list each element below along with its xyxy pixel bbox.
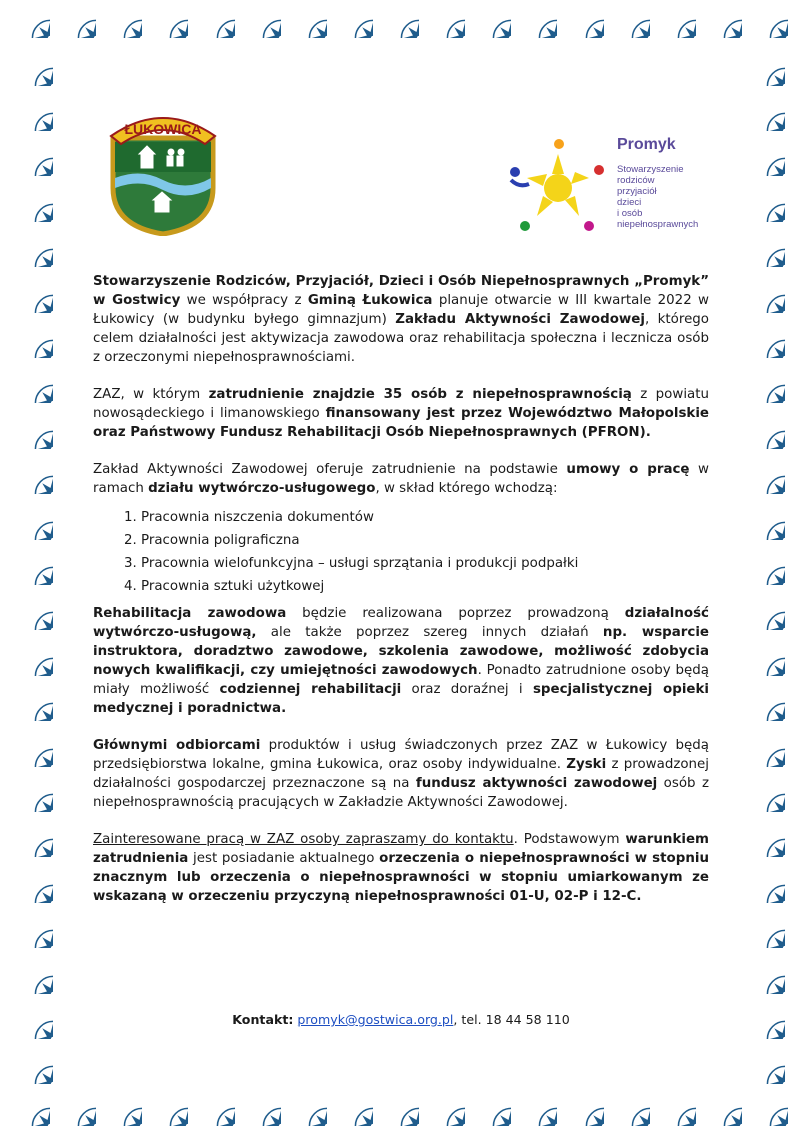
border-ornament-icon (104, 0, 142, 38)
border-ornament-icon (15, 93, 53, 131)
border-ornament-icon (104, 1088, 142, 1126)
border-ornament-icon (747, 729, 785, 767)
border-right (744, 44, 788, 1088)
lukowica-crest-logo (101, 108, 225, 236)
border-ornament-icon (15, 365, 53, 403)
border-ornament-icon (566, 0, 604, 38)
border-ornament-icon (612, 0, 650, 38)
border-ornament-icon (15, 592, 53, 630)
border-ornament-icon (427, 1088, 465, 1126)
email-link[interactable]: promyk@gostwica.org.pl (297, 1012, 454, 1027)
border-ornament-icon (747, 774, 785, 812)
border-ornament-icon (747, 93, 785, 131)
list-item: 3. Pracownia wielofunkcyjna – usługi sprzątania i produkcji podpałki (141, 554, 709, 573)
border-ornament-icon (747, 184, 785, 222)
border-ornament-icon (747, 819, 785, 857)
border-ornament-icon (519, 1088, 557, 1126)
paragraph-offer: Zakład Aktywności Zawodowej oferuje zatrudnienie na podstawie umowy o pracę w ramach działu wytwórczo-usługowego, w skład którego wchodzą: (93, 462, 709, 496)
border-ornament-icon (747, 1046, 785, 1084)
border-ornament-icon (15, 774, 53, 812)
border-ornament-icon (612, 1088, 650, 1126)
border-ornament-icon (335, 0, 373, 38)
phone-text: , tel. 18 44 58 110 (453, 1012, 570, 1027)
border-ornament-icon (473, 0, 511, 38)
border-ornament-icon (15, 547, 53, 585)
border-ornament-icon (289, 0, 327, 38)
contact-line (93, 1012, 709, 1027)
border-ornament-icon (427, 0, 465, 38)
border-ornament-icon (243, 1088, 281, 1126)
border-ornament-icon (747, 229, 785, 267)
border-ornament-icon (15, 819, 53, 857)
paragraph-funding: ZAZ, w którym zatrudnienie znajdzie 35 osób z niepełnosprawnością z powiatu nowosądeckiego i limanowskiego finansowany jest przez Województwo Małopolskie oraz Państwowy Fundusz Rehabilitacji Osób Niepełnosprawnych (PFRON). (93, 387, 709, 440)
border-ornament-icon (747, 638, 785, 676)
border-ornament-icon (15, 910, 53, 948)
border-ornament-icon (15, 320, 53, 358)
border-ornament-icon (15, 865, 53, 903)
border-ornament-icon (747, 456, 785, 494)
border-ornament-icon (747, 411, 785, 449)
list-item: 2. Pracownia poligraficzna (141, 531, 709, 550)
border-ornament-icon (15, 683, 53, 721)
border-ornament-icon (58, 0, 96, 38)
border-ornament-icon (15, 502, 53, 540)
border-ornament-icon (747, 138, 785, 176)
border-ornament-icon (335, 1088, 373, 1126)
border-ornament-icon (750, 0, 788, 38)
paragraph-rehabilitation: Rehabilitacja zawodowa będzie realizowana poprzez prowadzoną działalność wytwórczo-usługową, ale także poprzez szereg innych działań np. wsparcie instruktora, doradztwo zawodowe, szkolenia zawodowe, możliwość zdobycia nowych kwalifikacji, czy umiejętności zawodowych. Ponadto zatrudnione osoby będą miały możliwość codziennej rehabilitacji oraz doraźnej i specjalistycznej opieki medycznej i poradnictwa. (93, 606, 710, 716)
paragraph-recipients: Głównymi odbiorcami produktów i usług świadczonych przez ZAZ w Łukowicy będą przedsiębiorstwa lokalne, gmina Łukowica, oraz osoby indywidualne. Zyski z prowadzonej działalności gospodarczej przeznaczone są na fundusz aktywności zawodowej osób z niepełnosprawnością pracujących w Zakładzie Aktywności Zawodowej. (93, 738, 710, 810)
border-ornament-icon (15, 456, 53, 494)
border-ornament-icon (15, 48, 53, 86)
workshops-list (93, 508, 709, 596)
border-ornament-icon (15, 184, 53, 222)
border-ornament-icon (566, 1088, 604, 1126)
list-item: 1. Pracownia niszczenia dokumentów (141, 508, 709, 527)
border-ornament-icon (197, 1088, 235, 1126)
border-ornament-icon (747, 48, 785, 86)
border-ornament-icon (150, 1088, 188, 1126)
border-ornament-icon (381, 1088, 419, 1126)
border-ornament-icon (12, 1088, 50, 1126)
border-left (12, 44, 56, 1088)
logos-row (93, 100, 709, 260)
border-ornament-icon (15, 411, 53, 449)
crest-text: ŁUKOWICA (124, 121, 202, 137)
border-ornament-icon (15, 1001, 53, 1039)
border-ornament-icon (197, 0, 235, 38)
border-ornament-icon (15, 1046, 53, 1084)
border-ornament-icon (747, 956, 785, 994)
paragraph-intro: Stowarzyszenie Rodziców, Przyjaciół, Dzieci i Osób Niepełnosprawnych „Promyk” w Gostwicy we współpracy z Gminą Łukowica planuje otwarcie w III kwartale 2022 w Łukowicy (w budynku byłego gimnazjum) Zakładu Aktywności Zawodowej, którego celem działalności jest aktywizacja zawodowa oraz rehabilitacja społeczna i lecznicza osób z orzeczonymi niepełnosprawnościami. (93, 274, 710, 365)
promyk-star-icon (503, 128, 613, 238)
border-ornament-icon (150, 0, 188, 38)
border-ornament-icon (15, 638, 53, 676)
document-content (93, 100, 710, 1027)
border-ornament-icon (747, 502, 785, 540)
border-top (0, 0, 800, 44)
border-ornament-icon (704, 1088, 742, 1126)
border-ornament-icon (15, 729, 53, 767)
border-ornament-icon (747, 547, 785, 585)
border-ornament-icon (15, 956, 53, 994)
border-ornament-icon (747, 1001, 785, 1039)
border-ornament-icon (747, 592, 785, 630)
border-ornament-icon (381, 0, 419, 38)
border-ornament-icon (519, 0, 557, 38)
border-ornament-icon (747, 683, 785, 721)
border-ornament-icon (12, 0, 50, 38)
border-ornament-icon (750, 1088, 788, 1126)
border-ornament-icon (747, 365, 785, 403)
list-item: 4. Pracownia sztuki użytkowej (141, 577, 709, 596)
contact-label: Kontakt: (232, 1012, 294, 1027)
paragraph-requirements: Zainteresowane pracą w ZAZ osoby zapraszamy do kontaktu. Podstawowym warunkiem zatrudnienia jest posiadanie aktualnego orzeczenia o niepełnosprawności w stopniu znacznym lub orzeczenia o niepełnosprawności w stopniu umiarkowanym ze wskazaną w orzeczeniu przyczyną niepełnosprawności 01-U, 02-P i 12-C. (93, 832, 709, 904)
promyk-logo (503, 128, 713, 238)
border-ornament-icon (15, 138, 53, 176)
border-ornament-icon (243, 0, 281, 38)
promyk-subtitle: Stowarzyszenie rodziców przyjaciół dzieci i osób niepełnosprawnych (617, 164, 699, 230)
border-ornament-icon (15, 275, 53, 313)
border-ornament-icon (747, 320, 785, 358)
border-ornament-icon (658, 1088, 696, 1126)
border-ornament-icon (747, 275, 785, 313)
body-text (93, 272, 709, 924)
promyk-name: Promyk (617, 136, 676, 153)
border-ornament-icon (747, 865, 785, 903)
border-ornament-icon (473, 1088, 511, 1126)
border-ornament-icon (15, 229, 53, 267)
border-ornament-icon (704, 0, 742, 38)
border-ornament-icon (747, 910, 785, 948)
border-ornament-icon (289, 1088, 327, 1126)
border-bottom (0, 1088, 800, 1132)
border-ornament-icon (658, 0, 696, 38)
border-ornament-icon (58, 1088, 96, 1126)
